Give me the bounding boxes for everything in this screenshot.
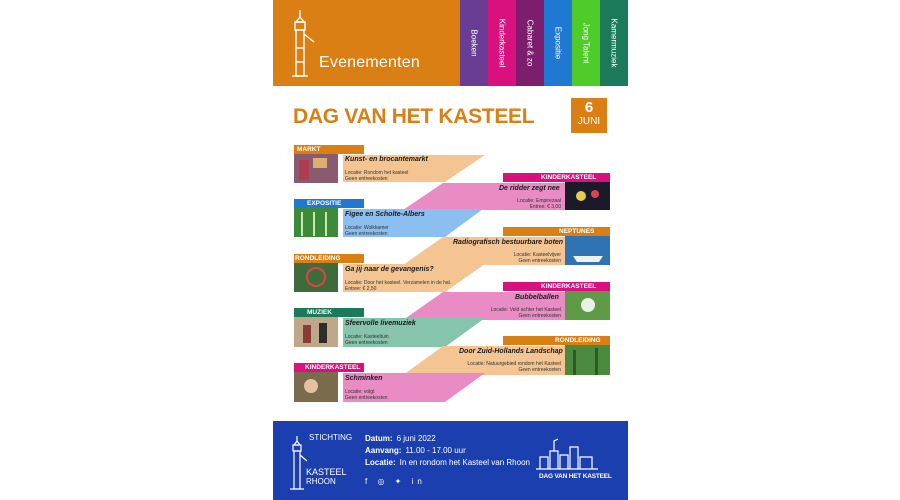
event-title: De ridder zegt nee — [499, 185, 560, 192]
event-category: NEPTUNES — [559, 228, 595, 235]
event-location: Locatie: Natuurgebied rondom het Kasteel — [467, 361, 561, 367]
footer-date: Datum: 6 juni 2022 — [365, 434, 436, 443]
event-image-expositie — [294, 208, 338, 237]
event-title: Door Zuid-Hollands Landschap — [459, 348, 563, 355]
org-stichting: STICHTING — [309, 433, 353, 442]
events-ribbon — [273, 0, 628, 420]
date-month: JUNI — [577, 116, 601, 127]
event-category: KINDERKASTEEL — [305, 364, 361, 371]
header-title: Evenementen — [319, 54, 420, 71]
event-title: Figee en Scholte-Albers — [345, 211, 425, 218]
event-location: Locatie: Door het kasteel. Verzamelen in de hal. — [345, 280, 452, 286]
event-entry: Geen entreekosten — [345, 176, 388, 182]
event-title: Ga jij naar de gevangenis? — [345, 266, 434, 273]
event-entry: Entree: € 2,50 — [345, 286, 377, 292]
footer-location: Locatie: In en rondom het Kasteel van Rhoon — [365, 458, 530, 467]
footer-start: Aanvang: 11.00 - 17.00 uur — [365, 446, 466, 455]
event-location: Locatie: Empirezaal — [517, 198, 561, 204]
event-location: Locatie: Wolkkamer — [345, 225, 389, 231]
event-category: RONDLEIDING — [555, 337, 601, 344]
event-title: Schminken — [345, 375, 383, 382]
social-links[interactable]: f ◎ ✦ in — [365, 477, 426, 486]
event-image-muziek — [294, 317, 338, 347]
event-entry: Geen entreekosten — [518, 313, 561, 319]
event-location: Locatie: volgt — [345, 389, 375, 395]
tab-boeken[interactable]: Boeken — [460, 0, 488, 86]
tab-jong-talent[interactable]: Jong Talent — [572, 0, 600, 86]
event-location: Locatie: Kasteelvijver — [513, 252, 561, 258]
event-category: MUZIEK — [307, 309, 332, 316]
date-day: 6 — [584, 99, 594, 116]
castle-logo-icon — [536, 437, 598, 471]
event-image-de-ridder — [565, 182, 610, 210]
event-category: MARKT — [297, 146, 321, 153]
event-entry: Entree: € 3,00 — [529, 204, 561, 210]
event-category: KINDERKASTEEL — [541, 283, 597, 290]
event-location: Locatie: Kasteeltuin — [345, 334, 389, 340]
tab-kinderkasteel[interactable]: Kinderkasteel — [488, 0, 516, 86]
event-location: Locatie: Rondom het kasteel — [345, 170, 409, 176]
poster — [273, 0, 628, 500]
event-entry: Geen entreekosten — [345, 395, 388, 401]
event-category: RONDLEIDING — [295, 255, 341, 262]
event-title: Kunst- en brocantemarkt — [345, 156, 428, 163]
event-entry: Geen entreekosten — [345, 340, 388, 346]
tab-kamermuziek[interactable]: Kamermuziek — [600, 0, 628, 86]
tab-expositie[interactable]: Expositie — [544, 0, 572, 86]
org-kasteel: KASTEEL — [306, 467, 347, 477]
event-location: Locatie: Veld achter het Kasteel — [490, 307, 561, 313]
event-entry: Geen entreekosten — [345, 231, 388, 237]
event-entry: Geen entreekosten — [518, 258, 561, 264]
org-rhoon: RHOON — [306, 477, 336, 486]
page-title: DAG VAN HET KASTEEL — [293, 105, 535, 128]
logo-text: DAG VAN HET KASTEEL — [539, 473, 612, 480]
tab-cabaret[interactable]: Cabaret & zo — [516, 0, 544, 86]
event-image-landschap — [565, 345, 610, 375]
footer — [273, 421, 628, 500]
event-category: EXPOSITIE — [307, 200, 342, 207]
event-title: Bubbelballen — [515, 294, 559, 301]
event-category: KINDERKASTEEL — [541, 174, 597, 181]
event-title: Sfeervolle livemuziek — [345, 320, 416, 327]
event-title: Radiografisch bestuurbare boten — [453, 239, 564, 246]
event-entry: Geen entreekosten — [518, 367, 561, 373]
